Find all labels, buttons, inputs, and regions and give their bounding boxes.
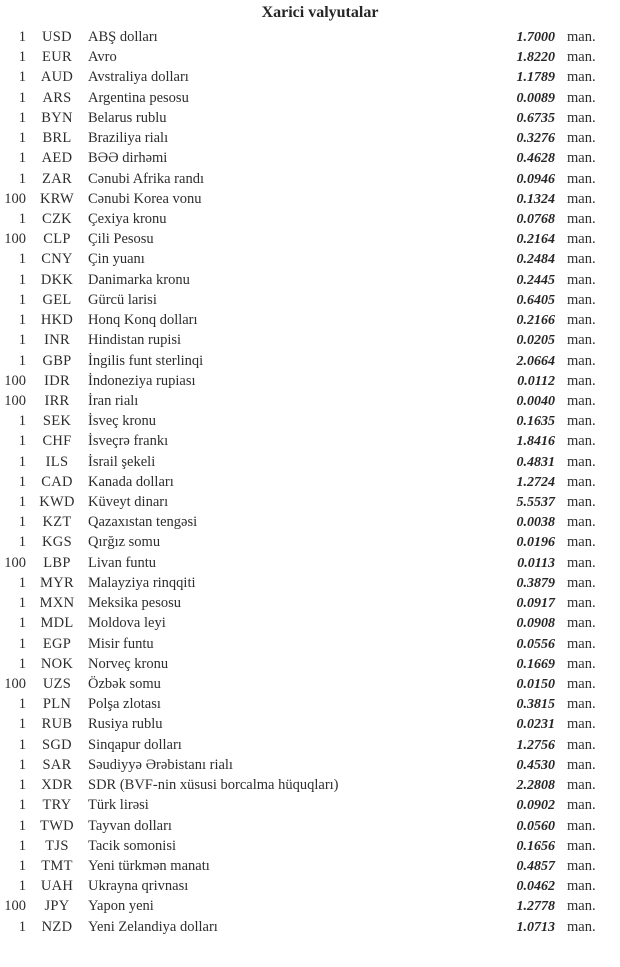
currency-name: Özbək somu (88, 676, 161, 692)
currency-quantity: 1 (18, 595, 26, 612)
currency-name: Çexiya kronu (88, 210, 167, 227)
currency-code: UAH (40, 878, 74, 895)
currency-quantity: 1 (18, 352, 26, 369)
currency-rate: 0.3276 (516, 131, 555, 147)
currency-name: BƏƏ dirhəmi (88, 150, 168, 167)
currency-row (0, 270, 607, 290)
currency-rate: 0.0560 (516, 818, 555, 834)
currency-code: KGS (42, 534, 72, 551)
currency-row (0, 674, 607, 694)
currency-name: Qırğız somu (88, 534, 161, 551)
currency-rate: 0.2166 (516, 313, 555, 329)
currency-quantity: 1 (18, 655, 26, 672)
currency-row (0, 391, 607, 411)
currency-row (0, 714, 607, 734)
currency-code: JPY (44, 898, 70, 915)
currency-name: İsveç kronu (88, 413, 157, 430)
currency-unit: man. (567, 736, 596, 753)
currency-quantity: 1 (18, 615, 26, 632)
currency-name: Çin yuanı (88, 251, 145, 268)
currency-name: Yapon yeni (88, 898, 154, 915)
currency-rate: 0.0089 (516, 90, 555, 106)
currency-quantity: 1 (18, 291, 26, 308)
currency-unit: man. (567, 857, 596, 874)
currency-rate: 0.6405 (516, 292, 555, 308)
currency-name: Avstraliya dolları (88, 69, 189, 86)
currency-row (0, 795, 607, 815)
currency-rate: 1.2778 (516, 899, 555, 915)
currency-unit: man. (567, 473, 596, 490)
currency-row (0, 836, 607, 856)
currency-rate: 0.0112 (517, 373, 555, 389)
currency-rate: 0.0038 (516, 515, 555, 531)
currency-row (0, 148, 607, 168)
currency-name: Kanada dolları (88, 473, 174, 490)
currency-code: CLP (43, 231, 71, 248)
currency-quantity: 100 (4, 392, 26, 409)
currency-quantity: 1 (18, 696, 26, 713)
currency-quantity: 100 (4, 372, 26, 389)
currency-quantity: 1 (18, 817, 26, 834)
currency-name: Danimarka kronu (88, 271, 190, 288)
currency-row (0, 896, 607, 916)
currency-unit: man. (567, 332, 596, 349)
currency-quantity: 1 (18, 797, 26, 814)
currency-unit: man. (567, 312, 596, 329)
currency-quantity: 100 (4, 554, 26, 571)
currency-name: Cənubi Afrika randı (88, 170, 204, 187)
currency-rate: 0.1656 (516, 838, 555, 854)
currency-code: MYR (40, 574, 74, 591)
currency-code: KWD (39, 494, 75, 511)
currency-name: ABŞ dolları (88, 29, 158, 45)
currency-unit: man. (567, 494, 596, 511)
currency-rate: 0.0462 (516, 879, 555, 895)
currency-quantity: 1 (18, 433, 26, 450)
currency-rate: 0.4857 (516, 858, 555, 874)
currency-code: CNY (41, 251, 73, 268)
currency-code: KRW (40, 190, 74, 207)
currency-name: Ukrayna qrivnası (88, 878, 189, 895)
currency-name: Polşa zlotası (88, 696, 161, 713)
currency-row (0, 735, 607, 755)
currency-unit: man. (567, 615, 596, 632)
currency-rate: 0.3815 (516, 697, 555, 713)
currency-name: Səudiyyə Ərəbistanı rialı (88, 756, 233, 773)
currency-row (0, 249, 607, 269)
currency-unit: man. (567, 635, 596, 652)
currency-row (0, 330, 607, 350)
currency-code: AED (41, 150, 73, 167)
currency-name: Rusiya rublu (88, 716, 163, 733)
currency-code: NZD (41, 918, 73, 935)
currency-quantity: 1 (18, 534, 26, 551)
currency-name: Hindistan rupisi (88, 332, 182, 349)
currency-unit: man. (567, 756, 596, 773)
currency-rate: 0.0908 (516, 616, 555, 632)
currency-quantity: 100 (4, 676, 26, 692)
currency-quantity: 1 (18, 251, 26, 268)
currency-code: CZK (42, 210, 72, 227)
currency-unit: man. (567, 49, 596, 66)
currency-row (0, 209, 607, 229)
currency-quantity: 1 (18, 109, 26, 126)
currency-name: Türk lirəsi (88, 797, 149, 814)
currency-rate: 1.8416 (516, 434, 555, 450)
currency-unit: man. (567, 130, 596, 147)
currency-code: TMT (41, 857, 73, 874)
currency-code: TJS (45, 837, 69, 854)
currency-rate: 0.0902 (516, 798, 555, 814)
currency-rate: 1.2724 (516, 474, 555, 490)
currency-code: INR (44, 332, 70, 349)
currency-rate: 0.0040 (516, 393, 555, 409)
currency-quantity: 1 (18, 736, 26, 753)
currency-row (0, 512, 607, 532)
currency-row (0, 917, 607, 937)
currency-name: Sinqapur dolları (88, 736, 182, 753)
currency-quantity: 1 (18, 69, 26, 86)
currency-unit: man. (567, 716, 596, 733)
currency-row (0, 634, 607, 654)
currency-unit: man. (567, 453, 596, 470)
currency-code: BRL (42, 130, 72, 147)
currency-unit: man. (567, 655, 596, 672)
currency-rate: 0.1324 (516, 191, 555, 207)
currency-code: USD (42, 29, 72, 45)
currency-code: DKK (40, 271, 74, 288)
currency-name: Malayziya rinqqiti (88, 574, 196, 591)
currency-name: Argentina pesosu (88, 89, 189, 106)
currency-quantity: 1 (18, 878, 26, 895)
currency-quantity: 1 (18, 918, 26, 935)
currency-row (0, 553, 607, 573)
currency-code: NOK (40, 655, 74, 672)
currency-name: İngilis funt sterlinqi (88, 352, 204, 369)
currency-row (0, 310, 607, 330)
currency-row (0, 128, 607, 148)
currency-rate: 0.0113 (517, 555, 555, 571)
currency-name: Avro (88, 49, 117, 66)
currency-quantity: 100 (4, 190, 26, 207)
currency-code: GEL (42, 291, 72, 308)
currency-row (0, 876, 607, 896)
currency-rate: 5.5537 (516, 495, 555, 511)
currency-code: MDL (40, 615, 74, 632)
currency-row (0, 189, 607, 209)
currency-row (0, 593, 607, 613)
currency-quantity: 1 (18, 837, 26, 854)
currency-quantity: 100 (4, 898, 26, 915)
currency-row (0, 573, 607, 593)
currency-rate: 0.4831 (516, 454, 555, 470)
currency-unit: man. (567, 89, 596, 106)
currency-quantity: 1 (18, 49, 26, 66)
currency-rate: 0.0768 (516, 211, 555, 227)
currency-unit: man. (567, 352, 596, 369)
currency-unit: man. (567, 554, 596, 571)
currency-code: UZS (42, 676, 72, 692)
page-title: Xarici valyutalar (261, 4, 379, 21)
currency-rate: 0.2484 (516, 252, 555, 268)
currency-name: Belarus rublu (88, 109, 167, 126)
currency-row (0, 27, 607, 47)
currency-row (0, 613, 607, 633)
currency-row (0, 351, 607, 371)
currency-row (0, 452, 607, 472)
currency-unit: man. (567, 413, 596, 430)
currency-rate: 1.2756 (516, 737, 555, 753)
currency-name: Gürcü larisi (88, 291, 157, 308)
currency-name: SDR (BVF-nin xüsusi borcalma hüquqları) (88, 777, 339, 794)
currency-row (0, 371, 607, 391)
currency-row (0, 775, 607, 795)
currency-unit: man. (567, 918, 596, 935)
currency-code: TRY (42, 797, 72, 814)
currency-quantity: 1 (18, 756, 26, 773)
currency-unit: man. (567, 898, 596, 915)
currency-row (0, 290, 607, 310)
currency-rate: 0.0917 (516, 596, 555, 612)
currency-rate: 0.6735 (516, 110, 555, 126)
currency-name: Meksika pesosu (88, 595, 182, 612)
currency-name: İran rialı (88, 392, 139, 409)
currency-quantity: 1 (18, 170, 26, 187)
currency-row (0, 431, 607, 451)
currency-quantity: 1 (18, 777, 26, 794)
currency-unit: man. (567, 837, 596, 854)
currency-rate: 0.0150 (516, 677, 555, 692)
currency-unit: man. (567, 777, 596, 794)
currency-rate: 0.0205 (516, 333, 555, 349)
currency-unit: man. (567, 392, 596, 409)
currency-rate: 0.2445 (516, 272, 555, 288)
currency-name: Misir funtu (88, 635, 154, 652)
currency-unit: man. (567, 29, 596, 45)
currency-row (0, 755, 607, 775)
currency-row (0, 67, 607, 87)
currency-code: ILS (45, 453, 69, 470)
currency-quantity: 1 (18, 332, 26, 349)
currency-code: GBP (42, 352, 72, 369)
currency-name: İsveçrə frankı (88, 433, 169, 450)
currency-name: Norveç kronu (88, 655, 169, 672)
currency-row (0, 654, 607, 674)
currency-quantity: 1 (18, 716, 26, 733)
currency-rate: 1.7000 (516, 30, 555, 45)
currency-name: Moldova leyi (88, 615, 166, 632)
currency-rate: 0.0946 (516, 171, 555, 187)
currency-quantity: 1 (18, 29, 26, 45)
currency-code: SEK (42, 413, 72, 430)
currency-quantity: 1 (18, 413, 26, 430)
currency-row (0, 492, 607, 512)
currency-rate: 0.2164 (516, 232, 555, 248)
currency-rate: 0.0196 (516, 535, 555, 551)
currency-unit: man. (567, 210, 596, 227)
currency-row (0, 694, 607, 714)
currency-code: SGD (42, 736, 72, 753)
currency-code: PLN (42, 696, 72, 713)
currency-name: Çili Pesosu (88, 231, 154, 248)
currency-name: Yeni türkmən manatı (88, 857, 210, 874)
currency-rate: 1.8220 (516, 50, 555, 66)
currency-rate: 0.1669 (516, 656, 555, 672)
currency-code: TWD (40, 817, 74, 834)
currency-name: Honq Konq dolları (88, 312, 198, 329)
currency-code: EGP (42, 635, 72, 652)
currency-quantity: 1 (18, 574, 26, 591)
currency-quantity: 1 (18, 514, 26, 531)
currency-quantity: 100 (4, 231, 26, 248)
currency-unit: man. (567, 372, 596, 389)
currency-rate: 1.0713 (516, 919, 555, 935)
currency-code: RUB (41, 716, 73, 733)
currency-code: CHF (42, 433, 72, 450)
currency-code: ZAR (42, 170, 72, 187)
currency-quantity: 1 (18, 271, 26, 288)
currency-unit: man. (567, 291, 596, 308)
currency-rate: 0.1635 (516, 414, 555, 430)
currency-name: İsrail şekeli (88, 453, 156, 470)
currency-rate: 0.4628 (516, 151, 555, 167)
currency-name: Qazaxıstan tengəsi (88, 514, 198, 531)
currency-unit: man. (567, 170, 596, 187)
currency-row (0, 108, 607, 128)
currency-unit: man. (567, 190, 596, 207)
currency-rate: 0.0231 (516, 717, 555, 733)
currency-unit: man. (567, 696, 596, 713)
currency-quantity: 1 (18, 453, 26, 470)
currency-row (0, 169, 607, 189)
currency-name: Yeni Zelandiya dolları (88, 918, 218, 935)
currency-quantity: 1 (18, 494, 26, 511)
currency-rate: 2.0664 (516, 353, 555, 369)
currency-rate: 0.0556 (516, 636, 555, 652)
currency-code: EUR (42, 49, 72, 66)
currency-code: SAR (42, 756, 72, 773)
currency-code: IDR (44, 372, 70, 389)
currency-row (0, 229, 607, 249)
currency-code: AUD (40, 69, 74, 86)
currency-row (0, 47, 607, 67)
currency-rate: 1.1789 (516, 70, 555, 86)
currency-name: Cənubi Korea vonu (88, 190, 202, 207)
currency-unit: man. (567, 534, 596, 551)
currency-unit: man. (567, 271, 596, 288)
currency-rate-table (0, 27, 607, 937)
currency-name: Tacik somonisi (88, 837, 176, 854)
currency-name: İndoneziya rupiası (88, 372, 196, 389)
currency-quantity: 1 (18, 89, 26, 106)
currency-quantity: 1 (18, 473, 26, 490)
currency-unit: man. (567, 69, 596, 86)
currency-quantity: 1 (18, 312, 26, 329)
currency-unit: man. (567, 433, 596, 450)
currency-code: LBP (43, 554, 71, 571)
currency-code: XDR (41, 777, 73, 794)
currency-code: ARS (42, 89, 72, 106)
currency-unit: man. (567, 109, 596, 126)
currency-row (0, 472, 607, 492)
currency-unit: man. (567, 797, 596, 814)
currency-quantity: 1 (18, 857, 26, 874)
currency-code: MXN (39, 595, 75, 612)
currency-unit: man. (567, 514, 596, 531)
currency-rate: 0.4530 (516, 757, 555, 773)
currency-row (0, 88, 607, 108)
currency-quantity: 1 (18, 210, 26, 227)
currency-unit: man. (567, 817, 596, 834)
currency-row (0, 856, 607, 876)
currency-name: Braziliya rialı (88, 130, 169, 147)
currency-unit: man. (567, 251, 596, 268)
currency-row (0, 816, 607, 836)
currency-unit: man. (567, 574, 596, 591)
currency-rate: 0.3879 (516, 575, 555, 591)
currency-code: KZT (42, 514, 72, 531)
currency-unit: man. (567, 231, 596, 248)
currency-unit: man. (567, 150, 596, 167)
currency-name: Küveyt dinarı (88, 494, 169, 511)
currency-rate: 2.2808 (516, 778, 555, 794)
currency-code: IRR (44, 392, 70, 409)
currency-row (0, 411, 607, 431)
currency-quantity: 1 (18, 130, 26, 147)
currency-row (0, 532, 607, 552)
currency-quantity: 1 (18, 635, 26, 652)
currency-code: CAD (41, 473, 73, 490)
currency-name: Tayvan dolları (88, 817, 172, 834)
currency-code: BYN (41, 109, 73, 126)
currency-quantity: 1 (18, 150, 26, 167)
currency-unit: man. (567, 676, 596, 692)
currency-name: Livan funtu (88, 554, 157, 571)
currency-unit: man. (567, 595, 596, 612)
currency-unit: man. (567, 878, 596, 895)
currency-code: HKD (40, 312, 74, 329)
